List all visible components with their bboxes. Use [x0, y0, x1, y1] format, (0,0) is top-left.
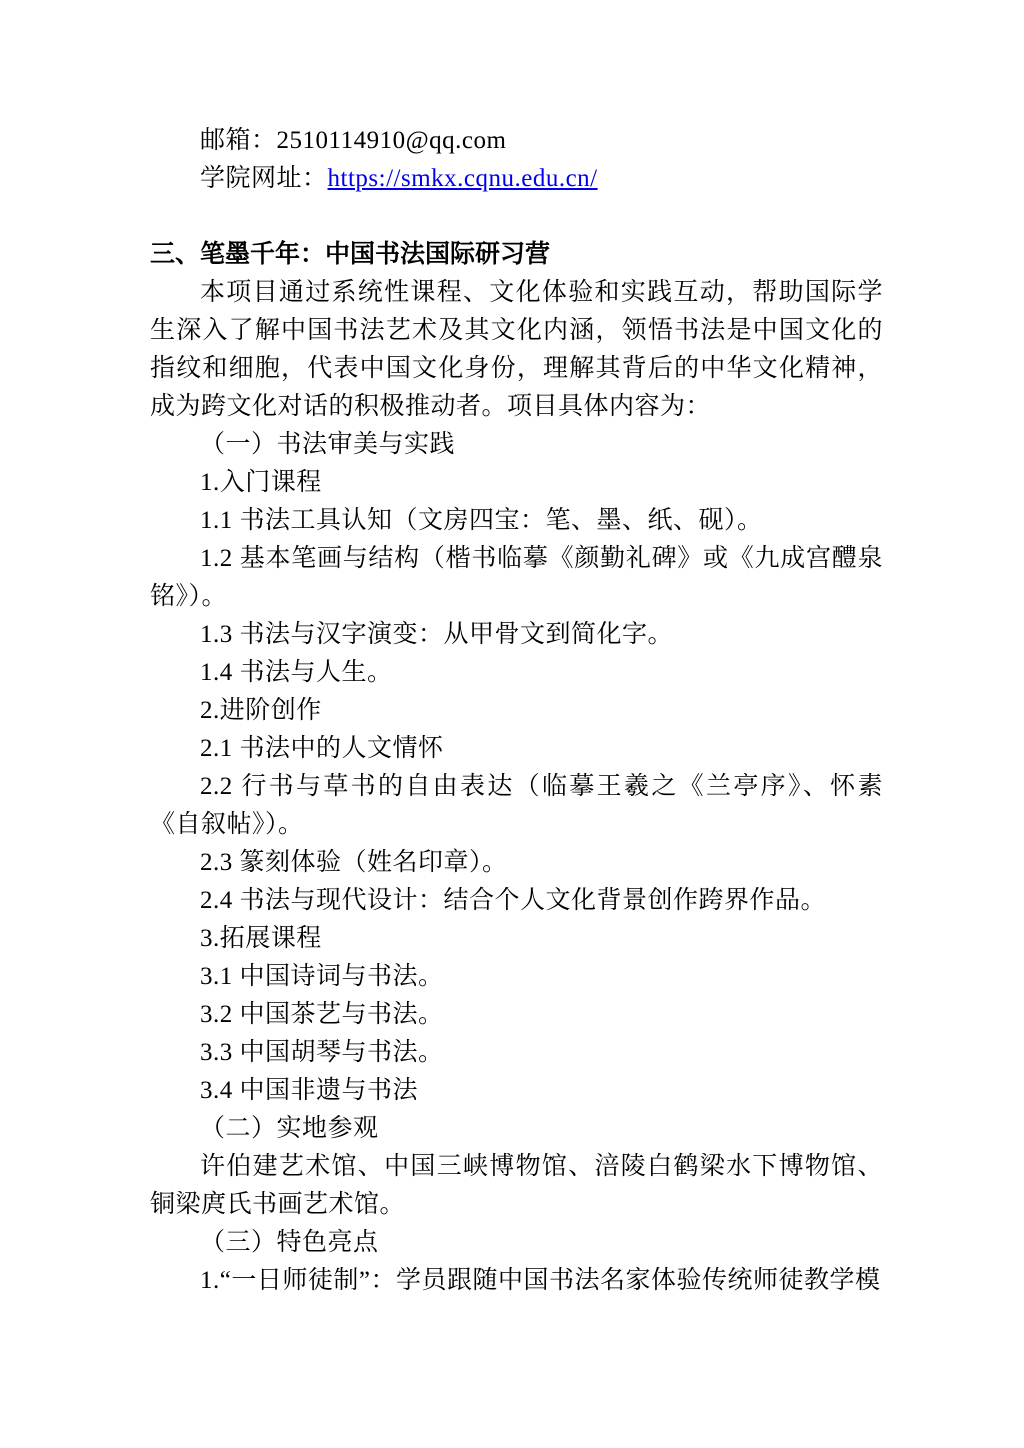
section-heading: 三、笔墨千年：中国书法国际研习营 [150, 241, 551, 268]
program-item: （一）书法审美与实践 [200, 431, 456, 458]
email-label: 邮箱： [200, 127, 277, 154]
program-item: 2.进阶创作 [200, 697, 322, 724]
program-item: 2.2 行书与草书的自由表达（临摹王羲之《兰亭序》、怀素《自叙帖》）。 [150, 773, 883, 838]
website-link[interactable]: https://smkx.cqnu.edu.cn/ [327, 165, 598, 192]
website-line [150, 160, 883, 198]
document-content [150, 122, 883, 1300]
program-item: 1.3 书法与汉字演变：从甲骨文到简化字。 [200, 621, 674, 648]
email-value: 2510114910@qq.com [276, 127, 507, 154]
program-item: 3.4 中国非遗与书法 [200, 1077, 419, 1104]
program-item: 2.3 篆刻体验（姓名印章）。 [200, 849, 508, 876]
intro-paragraph: 本项目通过系统性课程、文化体验和实践互动，帮助国际学生深入了解中国书法艺术及其文化内涵，领悟书法是中国文化的指纹和细胞，代表中国文化身份，理解其背后的中华文化精神，成为跨文化对话的积极推动者。项目具体内容为： [150, 279, 883, 420]
program-item: 3.拓展课程 [200, 925, 322, 952]
program-item: 3.2 中国茶艺与书法。 [200, 1001, 444, 1028]
program-item: 1.入门课程 [200, 469, 322, 496]
program-item: 2.4 书法与现代设计：结合个人文化背景创作跨界作品。 [200, 887, 827, 914]
program-item: 2.1 书法中的人文情怀 [200, 735, 444, 762]
website-label: 学院网址： [200, 165, 328, 192]
program-item: 1.4 书法与人生。 [200, 659, 393, 686]
program-item: 1.1 书法工具认知（文房四宝：笔、墨、纸、砚）。 [200, 507, 763, 534]
program-item: （三）特色亮点 [200, 1229, 379, 1256]
program-item: （二）实地参观 [200, 1115, 379, 1142]
program-items [150, 426, 883, 1300]
program-item: 3.3 中国胡琴与书法。 [200, 1039, 444, 1066]
program-item: 1.“一日师徒制”：学员跟随中国书法名家体验传统师徒教学模 [200, 1267, 881, 1294]
program-item: 3.1 中国诗词与书法。 [200, 963, 444, 990]
email-line [150, 122, 883, 160]
program-item: 1.2 基本笔画与结构（楷书临摹《颜勤礼碑》或《九成宫醴泉铭》）。 [150, 545, 883, 610]
program-item: 许伯建艺术馆、中国三峡博物馆、涪陵白鹤梁水下博物馆、铜梁庹氏书画艺术馆。 [150, 1153, 883, 1218]
